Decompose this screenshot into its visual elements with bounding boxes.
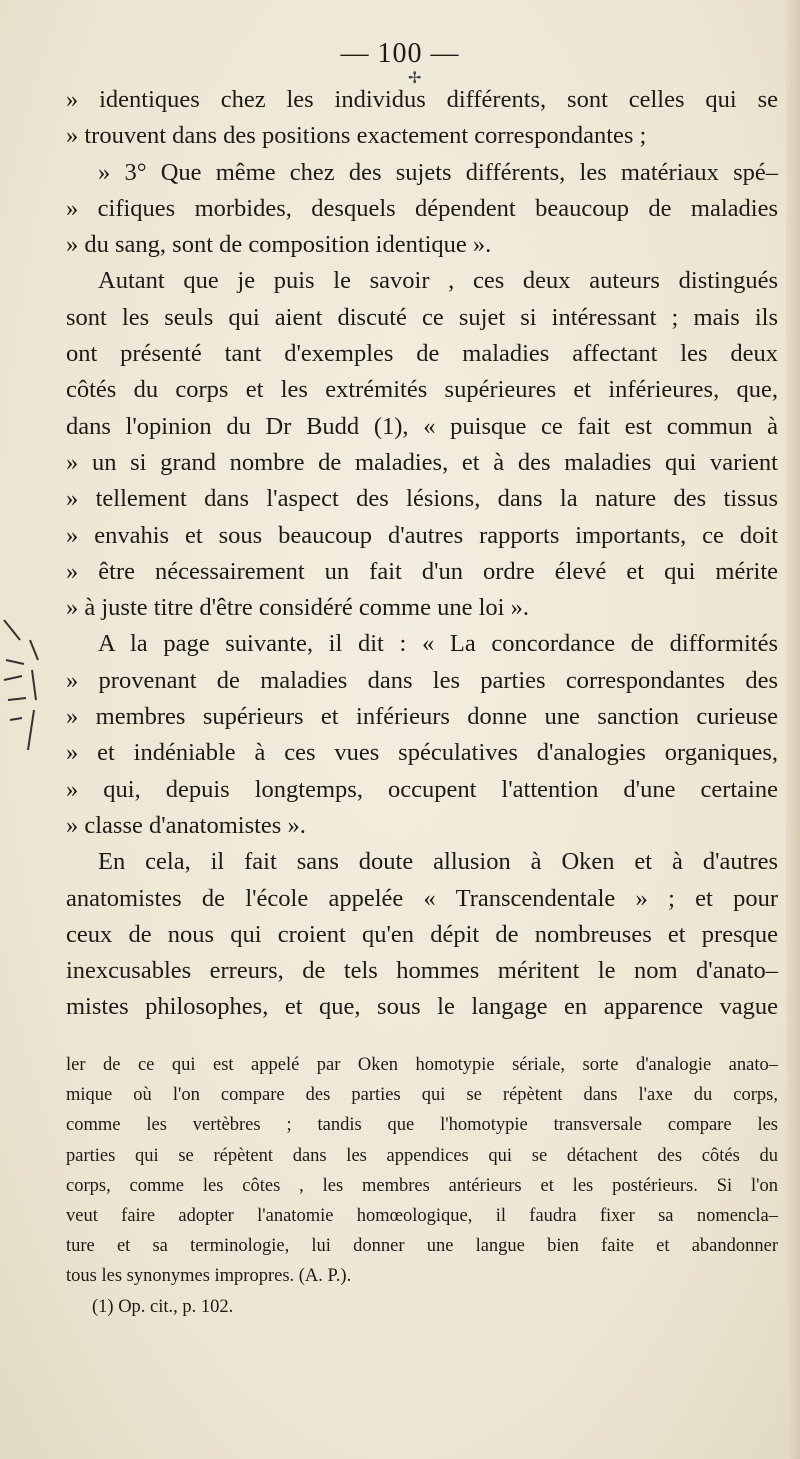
text-line: » et indéniable à ces vues spéculatives d'analogies organiques, (66, 739, 778, 767)
footnote-line: ler de ce qui est appelé par Oken homotypie sériale, sorte d'analogie anato– (66, 1055, 778, 1075)
margin-scribbles (0, 600, 42, 790)
text-line: anatomistes de l'école appelée « Transcendentale » ; et pour (66, 884, 778, 912)
text-line: » envahis et sous beaucoup d'autres rapports importants, ce doit (66, 521, 778, 549)
text-line: A la page suivante, il dit : « La concordance de difformités (98, 630, 778, 658)
text-line: » 3° Que même chez des sujets différents, les matériaux spé– (98, 158, 778, 186)
text-line: » être nécessairement un fait d'un ordre élevé et qui mérite (66, 557, 778, 585)
text-line: » identiques chez les individus différents, sont celles qui se (66, 86, 778, 113)
margin-marks-icon (0, 600, 42, 790)
text-line: ont présenté tant d'exemples de maladies affectant les deux (66, 340, 778, 368)
text-line: mistes philosophes, et que, sous le langage en apparence vague (66, 993, 778, 1021)
text-line: » du sang, sont de composition identique ». (66, 231, 492, 259)
footnote-line: tous les synonymes impropres. (A. P.). (66, 1266, 352, 1287)
text-line: » classe d'anatomistes ». (66, 811, 306, 839)
main-text (66, 82, 778, 1026)
footnote-line: comme les vertèbres ; tandis que l'homotypie transversale compare les (66, 1115, 778, 1136)
text-line: » un si grand nombre de maladies, et à des maladies qui varient (66, 448, 778, 476)
text-line: inexcusables erreurs, de tels hommes méritent le nom d'anato– (66, 957, 778, 985)
text-line: sont les seuls qui aient discuté ce sujet si intéressant ; mais ils (66, 303, 778, 331)
text-line: En cela, il fait sans doute allusion à Oken et à d'autres (98, 848, 778, 876)
footnote-line: veut faire adopter l'anatomie homœologique, il faudra fixer sa nomencla– (66, 1205, 778, 1226)
page-edge (786, 0, 800, 1459)
text-line: dans l'opinion du Dr Budd (1), « puisque ce fait est commun à (66, 412, 778, 440)
text-line: » trouvent dans des positions exactement correspondantes ; (66, 122, 647, 150)
text-line: » qui, depuis longtemps, occupent l'attention d'une certaine (66, 775, 778, 803)
text-line: Autant que je puis le savoir , ces deux auteurs distingués (98, 267, 778, 295)
footnote-line: (1) Op. cit., p. 102. (92, 1296, 234, 1317)
text-line: ceux de nous qui croient qu'en dépit de nombreuses et presque (66, 920, 778, 948)
text-line: » provenant de maladies dans les parties correspondantes des (66, 666, 778, 694)
footnote-line: ture et sa terminologie, lui donner une langue bien faite et abandonner (66, 1236, 778, 1257)
footnotes (66, 1050, 778, 1322)
ornament-glyph: ✢ (408, 70, 422, 87)
text-line: » tellement dans l'aspect des lésions, dans la nature des tissus (66, 485, 778, 513)
text-line: » membres supérieurs et inférieurs donne une sanction curieuse (66, 703, 778, 731)
text-line: côtés du corps et les extrémités supérieures et inférieures, que, (66, 376, 778, 404)
page-number: — 100 — (340, 38, 460, 69)
text-line: » cifiques morbides, desquels dépendent beaucoup de maladies (66, 194, 778, 222)
footnote-line: mique où l'on compare des parties qui se répètent dans l'axe du corps, (66, 1085, 778, 1106)
footnote-line: corps, comme les côtes , les membres antérieurs et les postérieurs. Si l'on (66, 1175, 778, 1196)
footnote-line: parties qui se répètent dans les appendices qui se détachent des côtés du (66, 1145, 778, 1166)
text-line: » à juste titre d'être considéré comme une loi ». (66, 594, 529, 622)
